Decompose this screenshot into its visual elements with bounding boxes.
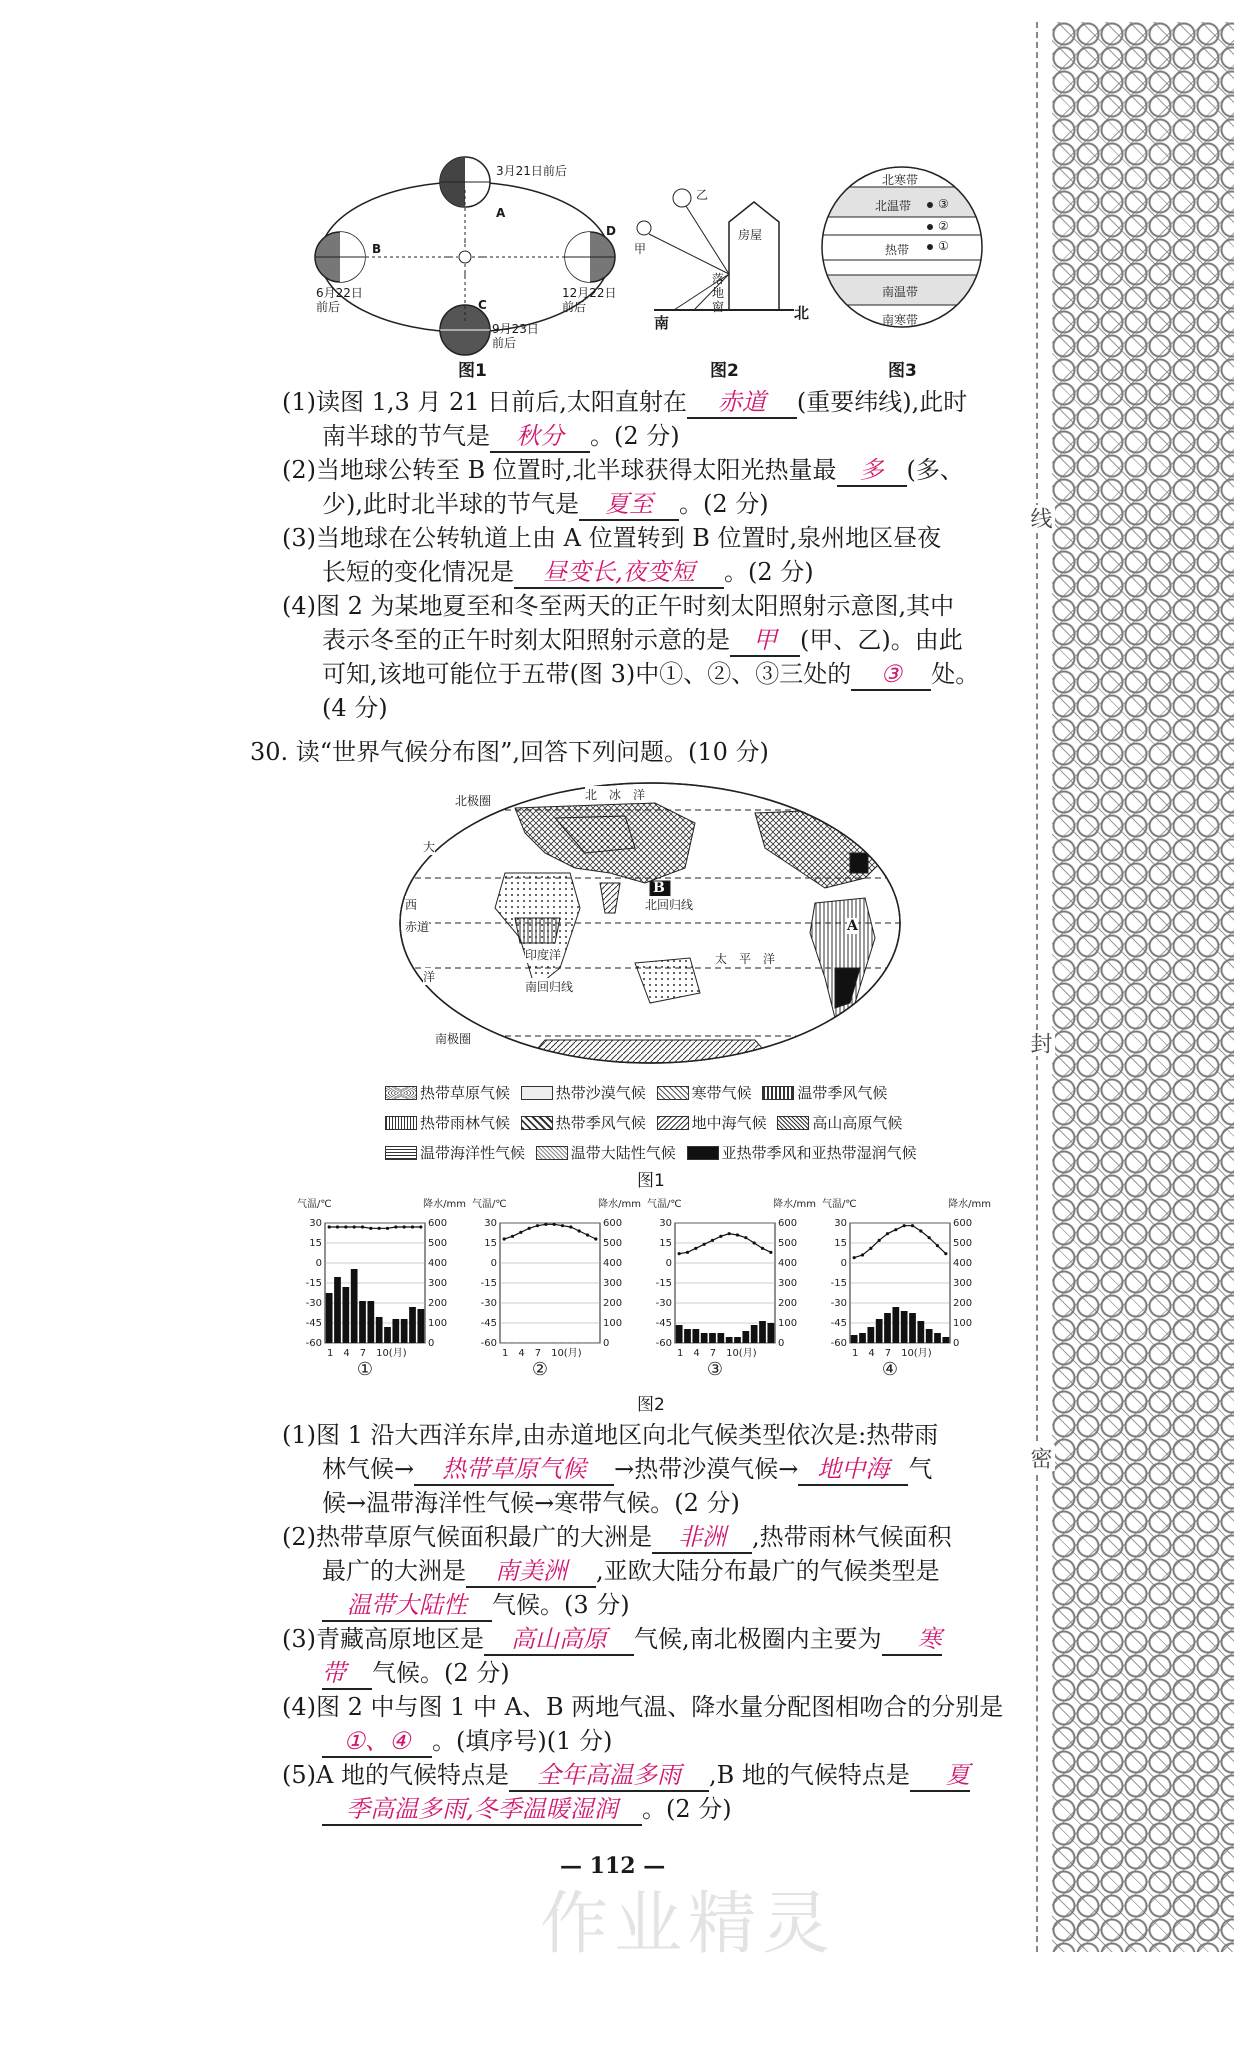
precip-bar bbox=[676, 1325, 683, 1343]
map-label-arctic-ocean: 北 冰 洋 bbox=[585, 788, 646, 802]
temp-tick: 15 bbox=[309, 1238, 322, 1249]
map-label-indian-ocean: 印度洋 bbox=[525, 948, 562, 962]
map-label-equator: 赤道 bbox=[405, 920, 430, 934]
precip-bar bbox=[726, 1337, 733, 1343]
fig3-caption: 图3 bbox=[888, 361, 917, 381]
zone-marker-2: ② bbox=[938, 219, 949, 233]
temp-point bbox=[711, 1239, 714, 1242]
prec-tick: 600 bbox=[603, 1218, 623, 1229]
zone-marker-3: ③ bbox=[938, 197, 949, 211]
temp-point bbox=[511, 1235, 514, 1238]
temp-point bbox=[728, 1232, 731, 1235]
q29-part4-line3: 可知,该地可能位于五带(图 3)中①、②、③三处的 ③ 处。 bbox=[322, 657, 979, 691]
precip-bar bbox=[859, 1333, 866, 1343]
answer-q30-6: 高山高原 bbox=[484, 1624, 634, 1656]
prec-tick: 0 bbox=[953, 1338, 960, 1349]
climate-chart-1 bbox=[295, 1195, 470, 1395]
map-label-arctic-circle: 北极圈 bbox=[455, 794, 492, 808]
precip-bar bbox=[709, 1333, 716, 1343]
temp-point bbox=[561, 1224, 564, 1227]
prec-tick: 100 bbox=[778, 1318, 798, 1329]
temp-point bbox=[586, 1233, 589, 1236]
q29-part4-line4: (4 分) bbox=[322, 694, 388, 722]
temp-point bbox=[919, 1229, 922, 1232]
prec-tick: 500 bbox=[428, 1238, 448, 1249]
precip-bar bbox=[384, 1327, 391, 1343]
precip-bar bbox=[934, 1333, 941, 1343]
answer-q29-1: 赤道 bbox=[687, 387, 797, 419]
x-axis-label: 1 4 7 10(月) bbox=[677, 1348, 757, 1359]
temp-tick: -45 bbox=[305, 1318, 322, 1329]
temp-tick: 0 bbox=[665, 1258, 672, 1269]
prec-tick: 300 bbox=[428, 1278, 448, 1289]
q30-part4-line1: (4)图 2 中与图 1 中 A、B 两地气温、降水量分配图相吻合的分别是 bbox=[282, 1693, 1004, 1721]
chart-number: ① bbox=[356, 1359, 374, 1380]
q29-part3-line2: 长短的变化情况是 昼变长,夜变短 。(2 分) bbox=[322, 555, 814, 589]
legend-swatch-mediterranean bbox=[657, 1116, 689, 1130]
prec-tick: 500 bbox=[953, 1238, 973, 1249]
temp-point bbox=[861, 1253, 864, 1256]
legend-swatch-temperate-monsoon bbox=[762, 1086, 794, 1100]
date-december: 12月22日 前后 bbox=[562, 286, 617, 314]
q30-part5-line1: (5)A 地的气候特点是 全年高温多雨 ,B 地的气候特点是 夏 bbox=[282, 1758, 970, 1792]
page-number: — 112 — bbox=[560, 1853, 666, 1879]
zone-label-tropics: 热带 bbox=[885, 243, 910, 257]
temp-point bbox=[936, 1244, 939, 1247]
map-caption: 图1 bbox=[637, 1171, 665, 1191]
map-label-pacific-ocean: 太 平 洋 bbox=[715, 952, 776, 966]
label-d: D bbox=[606, 224, 616, 238]
temp-tick: -60 bbox=[830, 1338, 847, 1349]
climate-chart-3 bbox=[645, 1195, 820, 1395]
answer-q30-9: 全年高温多雨 bbox=[509, 1760, 709, 1792]
temp-point bbox=[878, 1239, 881, 1242]
temp-tick: -45 bbox=[655, 1318, 672, 1329]
precip-bar bbox=[909, 1313, 916, 1343]
temp-point bbox=[553, 1223, 556, 1226]
legend-swatch-rainforest bbox=[385, 1116, 417, 1130]
answer-q30-7b: 带 bbox=[322, 1658, 372, 1690]
q30-part1-line2: 林气候→ 热带草原气候 →热带沙漠气候→ 地中海 气 bbox=[322, 1452, 932, 1486]
prec-axis-label: 降水/mm bbox=[948, 1199, 991, 1210]
precip-bar bbox=[917, 1321, 924, 1343]
label-b: B bbox=[372, 242, 382, 256]
temp-point bbox=[328, 1225, 331, 1228]
prec-tick: 100 bbox=[603, 1318, 623, 1329]
legend-row-3: 温带海洋性气候 温带大陆性气候 亚热带季风和亚热带湿润气候 bbox=[385, 1142, 917, 1163]
orbit-figure bbox=[300, 150, 630, 375]
orbit-diagram bbox=[300, 150, 630, 375]
zone-marker-1: ① bbox=[938, 239, 949, 253]
x-axis-label: 1 4 7 10(月) bbox=[852, 1348, 932, 1359]
q30-part3-line1: (3)青藏高原地区是 高山高原 气候,南北极圈内主要为 寒 bbox=[282, 1622, 942, 1656]
temp-point bbox=[369, 1227, 372, 1230]
binding-line bbox=[1036, 22, 1038, 1952]
temp-point bbox=[594, 1237, 597, 1240]
temp-tick: 15 bbox=[834, 1238, 847, 1249]
q30-part2-line2: 最广的大洲是 南美洲 ,亚欧大陆分布最广的气候类型是 bbox=[322, 1554, 940, 1588]
zone-label-south-temperate: 南温带 bbox=[882, 285, 919, 299]
temp-tick: 0 bbox=[315, 1258, 322, 1269]
chart-number: ④ bbox=[881, 1359, 899, 1380]
temp-point bbox=[528, 1227, 531, 1230]
temp-point bbox=[353, 1225, 356, 1228]
chart-number: ③ bbox=[706, 1359, 724, 1380]
fig2-caption: 图2 bbox=[710, 361, 739, 381]
answer-q29-6: 甲 bbox=[730, 625, 800, 657]
precip-bar bbox=[942, 1337, 949, 1343]
prec-tick: 100 bbox=[428, 1318, 448, 1329]
legend-swatch-subtropical bbox=[687, 1146, 719, 1160]
zones-figure bbox=[820, 165, 985, 330]
answer-q30-1: 热带草原气候 bbox=[414, 1454, 614, 1486]
temp-point bbox=[536, 1224, 539, 1227]
temp-point bbox=[394, 1225, 397, 1228]
prec-tick: 600 bbox=[953, 1218, 973, 1229]
prec-tick: 200 bbox=[778, 1298, 798, 1309]
watermark: 作业精灵 bbox=[540, 1885, 837, 1964]
precip-bar bbox=[342, 1287, 349, 1343]
temp-point bbox=[703, 1243, 706, 1246]
q30-part1-line3: 候→温带海洋性气候→寒带气候。(2 分) bbox=[322, 1489, 740, 1517]
temp-point bbox=[403, 1225, 406, 1228]
q29-part1-line2: 南半球的节气是 秋分 。(2 分) bbox=[322, 419, 680, 453]
temp-point bbox=[361, 1225, 364, 1228]
precip-bar bbox=[884, 1313, 891, 1343]
q30-part2-line1: (2)热带草原气候面积最广的大洲是 非洲 ,热带雨林气候面积 bbox=[282, 1520, 952, 1554]
precip-bar bbox=[359, 1301, 366, 1343]
precip-bar bbox=[334, 1277, 341, 1343]
precip-bar bbox=[751, 1325, 758, 1343]
answer-q29-5: 昼变长,夜变短 bbox=[514, 557, 724, 589]
prec-tick: 400 bbox=[428, 1258, 448, 1269]
binding-char-feng: 封 bbox=[1024, 1030, 1055, 1056]
precip-bar bbox=[926, 1329, 933, 1343]
legend-swatch-tropical-monsoon bbox=[521, 1116, 553, 1130]
temp-point bbox=[503, 1237, 506, 1240]
temp-tick: -60 bbox=[305, 1338, 322, 1349]
q30-part2-line3: 温带大陆性 气候。(3 分) bbox=[322, 1588, 630, 1622]
prec-tick: 200 bbox=[428, 1298, 448, 1309]
date-march: 3月21日前后 bbox=[496, 164, 567, 178]
temp-tick: 30 bbox=[309, 1218, 322, 1229]
temp-point bbox=[736, 1233, 739, 1236]
north-label: 北 bbox=[794, 304, 810, 322]
climate-chart-4 bbox=[820, 1195, 995, 1395]
temp-point bbox=[544, 1223, 547, 1226]
precip-bar bbox=[892, 1307, 899, 1343]
precip-bar bbox=[417, 1309, 424, 1343]
map-label-atlantic-2: 西 bbox=[405, 898, 418, 912]
precip-bar bbox=[351, 1269, 358, 1343]
temp-tick: 15 bbox=[484, 1238, 497, 1249]
temp-tick: -15 bbox=[830, 1278, 847, 1289]
world-map-graphic bbox=[395, 778, 905, 1068]
prec-tick: 0 bbox=[428, 1338, 435, 1349]
temp-tick: -60 bbox=[655, 1338, 672, 1349]
temp-tick: -30 bbox=[305, 1298, 322, 1309]
precip-bar bbox=[734, 1337, 741, 1343]
precip-bar bbox=[876, 1319, 883, 1343]
answer-q29-4: 夏至 bbox=[579, 489, 679, 521]
precip-bar bbox=[401, 1319, 408, 1343]
precip-bar bbox=[851, 1335, 858, 1343]
legend-swatch-highland bbox=[777, 1116, 809, 1130]
temp-axis-label: 气温/℃ bbox=[297, 1199, 332, 1210]
date-september: 9月23日 前后 bbox=[492, 322, 539, 350]
date-june: 6月22日 前后 bbox=[316, 286, 363, 314]
q30-part1-line1: (1)图 1 沿大西洋东岸,由赤道地区向北气候类型依次是:热带雨 bbox=[282, 1421, 939, 1449]
temp-point bbox=[753, 1241, 756, 1244]
prec-tick: 500 bbox=[603, 1238, 623, 1249]
charts-caption: 图2 bbox=[637, 1395, 665, 1415]
temp-tick: -15 bbox=[655, 1278, 672, 1289]
prec-tick: 400 bbox=[603, 1258, 623, 1269]
q29-part2-line2: 少),此时北半球的节气是 夏至 。(2 分) bbox=[322, 487, 769, 521]
temp-point bbox=[519, 1231, 522, 1234]
world-climate-map bbox=[395, 778, 905, 1068]
temp-tick: -15 bbox=[305, 1278, 322, 1289]
prec-tick: 200 bbox=[603, 1298, 623, 1309]
map-label-atlantic-3: 洋 bbox=[423, 970, 436, 984]
zone-label-north-temperate: 北温带 bbox=[875, 199, 912, 213]
temp-tick: 15 bbox=[659, 1238, 672, 1249]
temp-point bbox=[769, 1251, 772, 1254]
q30-part3-line2: 带 气候。(2 分) bbox=[322, 1656, 510, 1690]
map-label-tropic-capricorn: 南回归线 bbox=[525, 980, 574, 994]
temp-point bbox=[719, 1235, 722, 1238]
temp-point bbox=[344, 1225, 347, 1228]
prec-axis-label: 降水/mm bbox=[773, 1199, 816, 1210]
temp-point bbox=[911, 1224, 914, 1227]
prec-tick: 300 bbox=[778, 1278, 798, 1289]
prec-tick: 400 bbox=[953, 1258, 973, 1269]
fig1-caption: 图1 bbox=[458, 361, 487, 381]
prec-tick: 300 bbox=[953, 1278, 973, 1289]
temp-point bbox=[894, 1228, 897, 1231]
precip-bar bbox=[742, 1331, 749, 1343]
temp-axis-label: 气温/℃ bbox=[822, 1199, 857, 1210]
temp-point bbox=[886, 1232, 889, 1235]
chart-number: ② bbox=[531, 1359, 549, 1380]
answer-q30-2: 地中海 bbox=[798, 1454, 908, 1486]
house-label: 房屋 bbox=[738, 228, 763, 242]
label-c: C bbox=[478, 298, 487, 312]
precip-bar bbox=[684, 1329, 691, 1343]
prec-tick: 600 bbox=[428, 1218, 448, 1229]
temp-point bbox=[853, 1256, 856, 1259]
temp-point bbox=[928, 1236, 931, 1239]
temp-tick: -45 bbox=[480, 1318, 497, 1329]
temp-tick: -15 bbox=[480, 1278, 497, 1289]
decorative-pattern-strip bbox=[1052, 22, 1234, 1952]
climate-charts bbox=[295, 1195, 995, 1395]
precip-bar bbox=[767, 1323, 774, 1343]
temp-tick: -30 bbox=[655, 1298, 672, 1309]
map-point-a: A bbox=[847, 918, 858, 934]
prec-tick: 0 bbox=[778, 1338, 785, 1349]
temp-point bbox=[744, 1236, 747, 1239]
answer-q30-7a: 寒 bbox=[882, 1624, 942, 1656]
q30-title: 30. 读“世界气候分布图”,回答下列问题。(10 分) bbox=[250, 738, 769, 766]
precip-bar bbox=[409, 1307, 416, 1343]
prec-axis-label: 降水/mm bbox=[598, 1199, 641, 1210]
binding-char-xian: 线 bbox=[1024, 505, 1055, 531]
temp-point bbox=[678, 1252, 681, 1255]
prec-tick: 400 bbox=[778, 1258, 798, 1269]
legend-swatch-maritime bbox=[385, 1146, 417, 1160]
q30-part5-line2: 季高温多雨,冬季温暖湿润 。(2 分) bbox=[322, 1792, 732, 1826]
precip-bar bbox=[901, 1311, 908, 1343]
answer-q30-5: 温带大陆性 bbox=[322, 1590, 492, 1622]
legend-swatch-continental bbox=[536, 1146, 568, 1160]
q29-part4-line1: (4)图 2 为某地夏至和冬至两天的正午时刻太阳照射示意图,其中 bbox=[282, 592, 955, 620]
prec-tick: 200 bbox=[953, 1298, 973, 1309]
sunlight-figure bbox=[634, 182, 814, 332]
prec-axis-label: 降水/mm bbox=[423, 1199, 466, 1210]
temp-tick: 30 bbox=[659, 1218, 672, 1229]
x-axis-label: 1 4 7 10(月) bbox=[327, 1348, 407, 1359]
temp-tick: -45 bbox=[830, 1318, 847, 1329]
binding-char-mi: 密 bbox=[1024, 1445, 1055, 1471]
south-label: 南 bbox=[654, 314, 670, 332]
label-a: A bbox=[496, 206, 506, 220]
temp-point bbox=[578, 1229, 581, 1232]
answer-q30-8: ①、④ bbox=[322, 1726, 432, 1758]
temp-point bbox=[569, 1225, 572, 1228]
answer-q30-4: 南美洲 bbox=[466, 1556, 596, 1588]
answer-q30-10b: 季高温多雨,冬季温暖湿润 bbox=[322, 1794, 642, 1826]
temp-point bbox=[694, 1247, 697, 1250]
legend-row-1: 热带草原气候 热带沙漠气候 寒带气候 温带季风气候 bbox=[385, 1082, 887, 1103]
precip-bar bbox=[367, 1301, 374, 1343]
zone-label-south-frigid: 南寒带 bbox=[882, 313, 919, 327]
precip-bar bbox=[692, 1329, 699, 1343]
q29-part2-line1: (2)当地球公转至 B 位置时,北半球获得太阳光热量最 多 (多、 bbox=[282, 453, 964, 487]
map-label-tropic-cancer: 北回归线 bbox=[645, 898, 694, 912]
temp-point bbox=[336, 1225, 339, 1228]
precip-bar bbox=[867, 1327, 874, 1343]
prec-tick: 600 bbox=[778, 1218, 798, 1229]
legend-row-2: 热带雨林气候 热带季风气候 地中海气候 高山高原气候 bbox=[385, 1112, 902, 1133]
temp-tick: 0 bbox=[490, 1258, 497, 1269]
x-axis-label: 1 4 7 10(月) bbox=[502, 1348, 582, 1359]
climate-chart-2 bbox=[470, 1195, 645, 1395]
zone-label-north-frigid: 北寒带 bbox=[882, 173, 919, 187]
answer-q30-10a: 夏 bbox=[910, 1760, 970, 1792]
precip-bar bbox=[392, 1319, 399, 1343]
sun-jia-label: 甲 bbox=[634, 242, 647, 256]
temp-point bbox=[944, 1252, 947, 1255]
sun-yi-label: 乙 bbox=[696, 188, 709, 202]
precip-bar bbox=[701, 1333, 708, 1343]
temp-point bbox=[903, 1224, 906, 1227]
temp-tick: -30 bbox=[830, 1298, 847, 1309]
temp-point bbox=[386, 1227, 389, 1230]
answer-q29-3: 多 bbox=[837, 455, 907, 487]
answer-q29-7: ③ bbox=[851, 659, 931, 691]
temp-tick: 30 bbox=[834, 1218, 847, 1229]
temp-axis-label: 气温/℃ bbox=[647, 1199, 682, 1210]
temp-axis-label: 气温/℃ bbox=[472, 1199, 507, 1210]
temp-point bbox=[378, 1227, 381, 1230]
temp-point bbox=[411, 1225, 414, 1228]
prec-tick: 0 bbox=[603, 1338, 610, 1349]
legend-swatch-desert bbox=[521, 1086, 553, 1100]
precip-bar bbox=[326, 1293, 333, 1343]
precip-bar bbox=[759, 1321, 766, 1343]
temp-tick: 0 bbox=[840, 1258, 847, 1269]
answer-q29-2: 秋分 bbox=[490, 421, 590, 453]
temp-tick: -30 bbox=[480, 1298, 497, 1309]
map-label-antarctic-circle: 南极圈 bbox=[435, 1032, 472, 1046]
answer-q30-3: 非洲 bbox=[652, 1522, 752, 1554]
prec-tick: 500 bbox=[778, 1238, 798, 1249]
legend-swatch-polar bbox=[657, 1086, 689, 1100]
map-label-atlantic-1: 大 bbox=[423, 840, 436, 854]
q30-part4-line2: ①、④ 。(填序号)(1 分) bbox=[322, 1724, 612, 1758]
temp-tick: 30 bbox=[484, 1218, 497, 1229]
temp-point bbox=[869, 1247, 872, 1250]
temp-point bbox=[761, 1247, 764, 1250]
window-label: 落地窗 bbox=[712, 272, 725, 314]
precip-bar bbox=[717, 1333, 724, 1343]
temp-point bbox=[419, 1225, 422, 1228]
prec-tick: 300 bbox=[603, 1278, 623, 1289]
q29-part3-line1: (3)当地球在公转轨道上由 A 位置转到 B 位置时,泉州地区昼夜 bbox=[282, 524, 942, 552]
temp-point bbox=[686, 1251, 689, 1254]
q29-part1-line1: (1)读图 1,3 月 21 日前后,太阳直射在 赤道 (重要纬线),此时 bbox=[282, 385, 967, 419]
legend-swatch-savanna bbox=[385, 1086, 417, 1100]
map-point-b: B bbox=[653, 880, 665, 896]
temp-tick: -60 bbox=[480, 1338, 497, 1349]
precip-bar bbox=[376, 1317, 383, 1343]
prec-tick: 100 bbox=[953, 1318, 973, 1329]
q29-part4-line2: 表示冬至的正午时刻太阳照射示意的是 甲 (甲、乙)。由此 bbox=[322, 623, 963, 657]
